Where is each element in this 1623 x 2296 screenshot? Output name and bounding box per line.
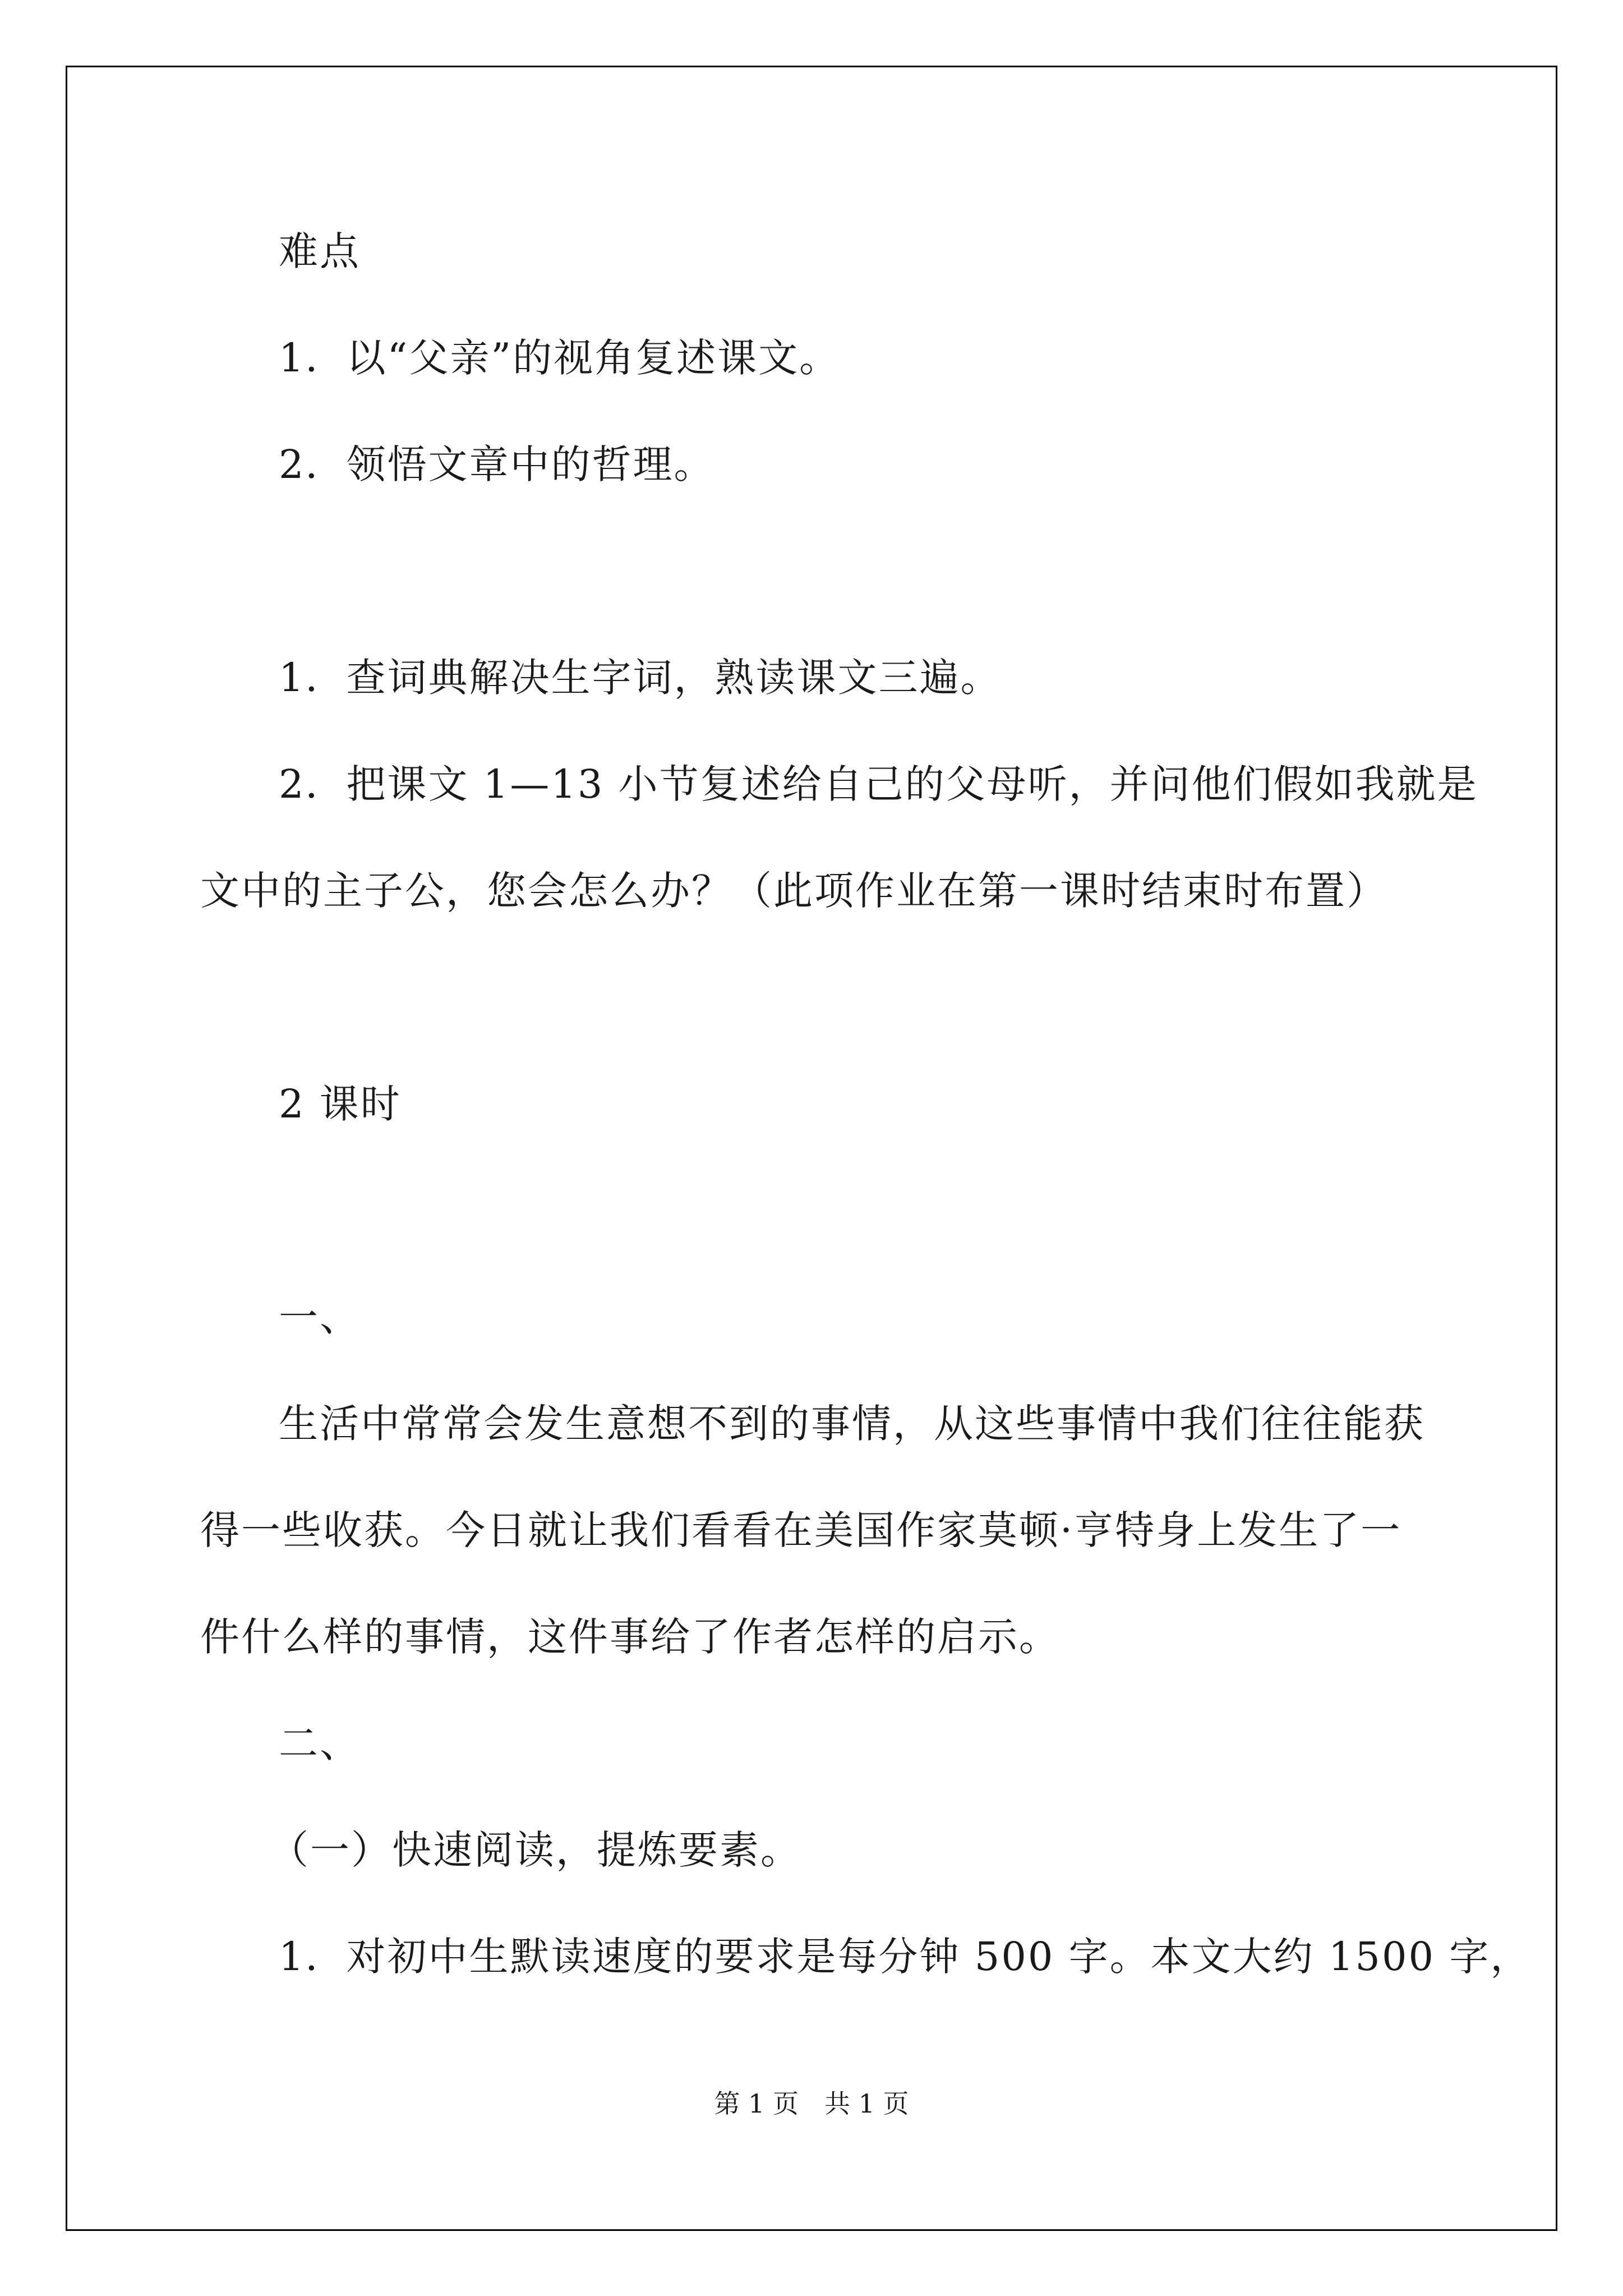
difficulty-item-2: 2．领悟文章中的哲理。 [279, 441, 715, 487]
difficulty-item-1: 1．以“父亲”的视角复述课文。 [279, 335, 841, 381]
prep-item-1: 1．查词典解决生字词，熟读课文三遍。 [279, 655, 1002, 701]
reading-speed-item: 1．对初中生默读速度的要求是每分钟 500 字。本文大约 1500 字， [279, 1934, 1532, 1980]
subsection-fast-reading: （一）快速阅读，提炼要素。 [269, 1827, 801, 1873]
lesson-hours: 2 课时 [279, 1081, 402, 1127]
intro-paragraph-line-3: 件什么样的事情，这件事给了作者怎样的启示。 [200, 1614, 1060, 1660]
intro-paragraph-line-2: 得一些收获。今日就让我们看看在美国作家莫顿·亨特身上发生了一 [200, 1507, 1402, 1553]
section-two-heading: 二、 [279, 1720, 361, 1766]
page-border [66, 66, 1557, 2231]
section-one-heading: 一、 [279, 1294, 361, 1340]
prep-item-2-line-1: 2．把课文 1—13 小节复述给自己的父母听，并问他们假如我就是 [279, 761, 1478, 807]
page-footer: 第 1 页 共 1 页 [714, 2088, 909, 2119]
prep-item-2-line-2: 文中的主子公，您会怎么办？（此项作业在第一课时结束时布置） [200, 868, 1387, 914]
heading-difficulty: 难点 [279, 228, 361, 274]
intro-paragraph-line-1: 生活中常常会发生意想不到的事情，从这些事情中我们往往能获 [279, 1401, 1425, 1447]
